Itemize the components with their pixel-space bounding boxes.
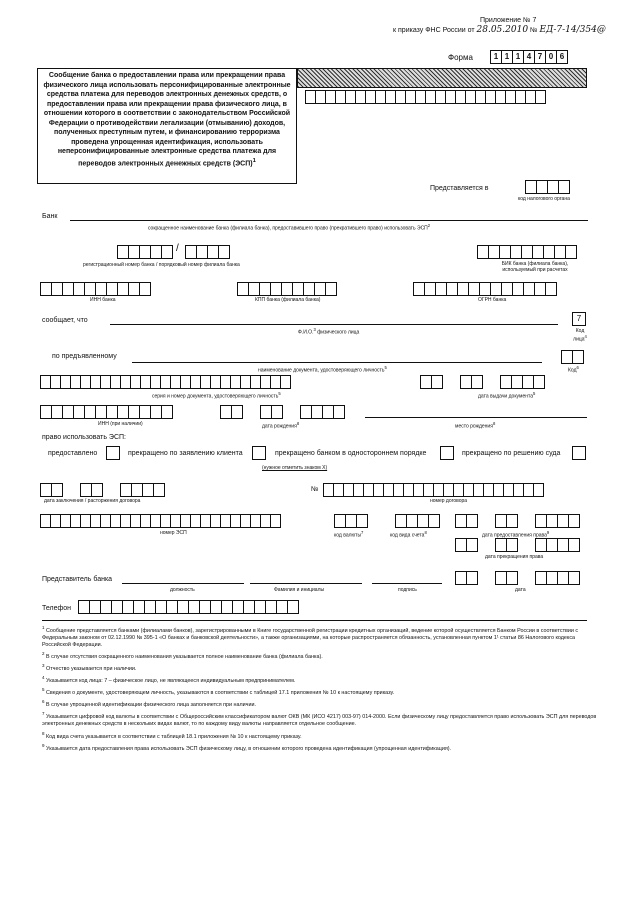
input-cell[interactable] xyxy=(568,514,580,528)
order-date: 28.05.2010 xyxy=(476,25,529,35)
rep-name-hint: Фамилия и инициалы xyxy=(274,587,325,593)
footnote-number: 2 xyxy=(42,651,45,657)
currency-code-hint-text: код валюты xyxy=(334,532,362,539)
input-cell[interactable] xyxy=(161,245,173,259)
option-stopped-client-label: прекращено по заявлению клиента xyxy=(128,450,243,457)
input-cell[interactable] xyxy=(506,571,518,585)
tax-org-code-cells[interactable] xyxy=(525,180,569,194)
inn-bank-cells[interactable] xyxy=(40,282,150,296)
footnote-text: Указывается код лица: 7 – физическое лицо, не являющееся индивидуальным предпринимателем. xyxy=(44,678,296,685)
inn-person-hint: ИНН (при наличии) xyxy=(98,421,143,427)
doc-date-footnote-ref: 5 xyxy=(533,391,536,396)
doc-date-year[interactable] xyxy=(500,375,544,389)
form-code-digit: 0 xyxy=(545,50,557,64)
option-granted-checkbox[interactable] xyxy=(106,446,120,460)
input-cell[interactable] xyxy=(51,483,63,497)
footnote-text: В случае упрощенной идентификации физического лица заполняется при наличии. xyxy=(44,702,256,709)
fio-line[interactable] xyxy=(110,324,558,325)
footnote-number: 8 xyxy=(42,730,45,736)
doc-series-hint xyxy=(152,391,281,400)
account-type-cells[interactable] xyxy=(395,514,439,528)
contract-number-hint: номер договора xyxy=(430,498,468,504)
input-cell[interactable] xyxy=(466,514,478,528)
birth-place-hint xyxy=(455,421,495,430)
bank-name-footnote-ref: 2 xyxy=(427,223,431,228)
input-cell[interactable] xyxy=(333,405,345,419)
order-reference xyxy=(393,26,606,35)
appendix-label: Приложение № 7 xyxy=(480,17,537,24)
input-cell[interactable] xyxy=(466,538,478,552)
fio-hint xyxy=(298,327,359,336)
option-stopped-court-checkbox[interactable] xyxy=(572,446,586,460)
title-text: Сообщение банка о предоставлении права или прекращении права физического лица использовать персонифицированные электронные средства платежа для переводов электронных денежных средств, о предоставлении права или прекращении права физического лица, в отношении которого в соответствии с законодательством Российской Федерации о противодействии легализации (отмыванию) доходов, полученных преступным путем, и финансированию терроризма проведена упрощенная идентификация, использовать неперсонифицированные электронные средства платежа для переводов электронных денежных средств (ЭСП) xyxy=(43,72,291,167)
input-cell[interactable] xyxy=(153,483,165,497)
input-cell[interactable] xyxy=(533,375,545,389)
doc-code-hint-text: Код xyxy=(568,367,577,374)
rep-label: Представитель банка xyxy=(42,576,113,583)
input-cell[interactable] xyxy=(270,514,281,528)
right-stop-date-hint: дата прекращения права xyxy=(485,554,544,560)
doc-series-hint-text: серия и номер документа, удостоверяющего личность xyxy=(152,393,279,400)
form-code-digit: 1 xyxy=(501,50,513,64)
input-cell[interactable] xyxy=(533,483,544,497)
right-label: право использовать ЭСП: xyxy=(42,434,126,441)
contract-date-month[interactable] xyxy=(80,483,102,497)
rep-date-day[interactable] xyxy=(455,571,477,585)
form-code-digit: 4 xyxy=(523,50,535,64)
input-cell[interactable] xyxy=(535,90,546,104)
inn-person-cells[interactable] xyxy=(40,405,172,419)
footnote xyxy=(42,742,602,753)
footnote-number: 1 xyxy=(42,625,45,630)
reg-number-cells[interactable] xyxy=(117,245,172,259)
esp-number-cells[interactable] xyxy=(40,514,280,528)
presented-label: по предъявленному xyxy=(52,353,117,360)
input-cell[interactable] xyxy=(506,538,518,552)
order-number: ЕД-7-14/354@ xyxy=(539,25,606,35)
right-grant-day[interactable] xyxy=(455,514,477,528)
birth-date-hint xyxy=(262,421,299,430)
input-cell[interactable] xyxy=(565,245,577,259)
doc-date-hint-text: дата выдачи документа xyxy=(478,393,533,400)
input-cell[interactable] xyxy=(356,514,368,528)
birth-date-day[interactable] xyxy=(220,405,242,419)
contract-date-hint: дата заключения / расторжения договора xyxy=(44,498,141,504)
footnote-text: В случае отсутствия сокращенного наименования указывается полное наименование банка (филиала банка). xyxy=(44,654,323,661)
input-cell[interactable] xyxy=(161,405,173,419)
birth-place-hint-text: место рождения xyxy=(455,423,493,430)
account-type-footnote-ref: 8 xyxy=(424,530,427,535)
footnote xyxy=(42,710,602,728)
doc-name-hint-text: наименование документа, удостоверяющего личность xyxy=(258,367,385,374)
footnote-number: 4 xyxy=(42,675,45,681)
footnote xyxy=(42,662,602,673)
bik-cells[interactable] xyxy=(477,245,576,259)
doc-name-line[interactable] xyxy=(132,362,542,363)
option-granted-label: предоставлено xyxy=(48,450,98,457)
currency-code-footnote-ref: 7 xyxy=(361,530,364,535)
ogrn-bank-hint: ОГРН банка xyxy=(478,297,507,303)
birth-date-year[interactable] xyxy=(300,405,344,419)
footnote-number: 6 xyxy=(42,699,45,705)
option-stopped-bank-label: прекращено банком в одностороннем порядке xyxy=(275,450,427,457)
person-code-hint xyxy=(569,328,591,343)
footnote-number: 9 xyxy=(42,742,45,748)
birth-date-month[interactable] xyxy=(260,405,282,419)
footnote xyxy=(42,674,602,685)
input-cell[interactable] xyxy=(568,571,580,585)
footnote xyxy=(42,650,602,661)
esp-number-hint: номер ЭСП xyxy=(160,530,187,536)
right-stop-day[interactable] xyxy=(455,538,477,552)
input-cell[interactable] xyxy=(139,282,151,296)
doc-name-footnote-ref: 5 xyxy=(384,365,387,370)
rep-date-hint: дата xyxy=(515,587,526,593)
fio-footnote-ref: 3 xyxy=(313,327,316,332)
birth-date-hint-text: дата рождения xyxy=(262,423,297,430)
input-cell[interactable] xyxy=(545,282,557,296)
input-cell[interactable] xyxy=(558,180,570,194)
bank-name-hint xyxy=(148,223,430,232)
input-cell[interactable] xyxy=(431,375,443,389)
footnote-text: Указывается дата предоставления права использовать ЭСП физическому лицу, в отношении которого проведена идентификация (упрощенная идентификация). xyxy=(44,745,452,752)
input-cell[interactable] xyxy=(428,514,440,528)
currency-code-hint xyxy=(334,530,363,539)
input-cell[interactable] xyxy=(466,571,478,585)
reports-that-label: сообщает, что xyxy=(42,317,88,324)
contract-number-cells[interactable] xyxy=(323,483,543,497)
footnote xyxy=(42,624,602,649)
reg-slash: / xyxy=(176,243,179,254)
right-grant-year[interactable] xyxy=(535,514,579,528)
doc-date-day[interactable] xyxy=(420,375,442,389)
form-code-digit: 7 xyxy=(534,50,546,64)
footnote-text: Код вида счета указывается в соответствии с таблицей 18.1 приложения № 10 к настоящему приказу. xyxy=(44,733,302,740)
form-label: Форма xyxy=(448,53,473,62)
footnote-text: Сообщение представляется банками (филиалами банков), зарегистрированными в Книге государственной регистрации кредитных организаций, ведение которой осуществляется Банком России в соответствии с Федеральным законом от 02.12.1990 № 395-1 «О банках и банковской деятельности», а также организациями, на которые распространяется обязанность, установленная пунктом 1¹ статьи 86 Налогового кодекса Российской Федерации. xyxy=(42,627,579,649)
account-type-hint xyxy=(390,530,427,539)
rep-date-month[interactable] xyxy=(495,571,517,585)
currency-code-cells[interactable] xyxy=(334,514,367,528)
doc-code-footnote-ref: 6 xyxy=(576,365,579,370)
bik-hint: БИК банка (филиала банка), используемый при расчетах xyxy=(501,261,569,273)
footnote xyxy=(42,698,602,709)
input-cell[interactable] xyxy=(91,483,103,497)
rep-date-year[interactable] xyxy=(535,571,579,585)
order-prefix: к приказу ФНС России от xyxy=(393,27,475,34)
footnotes xyxy=(42,624,602,754)
contract-no-prefix: № xyxy=(311,486,319,493)
input-cell[interactable] xyxy=(218,245,230,259)
input-cell[interactable] xyxy=(325,282,337,296)
footnote-text: Сведения о документе, удостоверяющем личность, указываются в соответствии с таблицей 17.1 приложения № 10 к настоящему приказу. xyxy=(44,690,395,697)
input-cell[interactable] xyxy=(287,600,299,614)
input-cell[interactable] xyxy=(568,538,580,552)
rep-position-line[interactable] xyxy=(122,583,244,584)
branch-number-cells[interactable] xyxy=(185,245,229,259)
input-cell[interactable] xyxy=(280,375,291,389)
order-no-prefix: № xyxy=(530,27,538,34)
rep-position-hint: должность xyxy=(170,587,195,593)
doc-date-month[interactable] xyxy=(460,375,482,389)
footnote-divider xyxy=(42,620,587,621)
bank-name-line[interactable] xyxy=(70,220,588,221)
person-code-footnote-ref: 4 xyxy=(584,334,587,339)
input-cell[interactable] xyxy=(506,514,518,528)
mark-hint: (нужное отметить знаком Х) xyxy=(262,465,328,471)
form-code-cells xyxy=(490,50,567,64)
submitted-to-label: Представляется в xyxy=(430,185,489,192)
doc-name-hint xyxy=(258,365,387,374)
form-code-digit: 6 xyxy=(556,50,568,64)
contract-date-day[interactable] xyxy=(40,483,62,497)
option-stopped-court-label: прекращено по решению суда xyxy=(462,450,561,457)
phone-cells[interactable] xyxy=(78,600,298,614)
input-cell[interactable] xyxy=(471,375,483,389)
document-title xyxy=(40,71,294,168)
doc-code-hint xyxy=(568,365,579,374)
person-code-hint-text: Код лица xyxy=(573,328,585,343)
footnote-number: 5 xyxy=(42,687,45,693)
birth-place-line[interactable] xyxy=(365,417,587,418)
footnote xyxy=(42,730,602,741)
header-cells xyxy=(305,90,545,104)
footnote-number: 7 xyxy=(42,711,45,717)
right-grant-month[interactable] xyxy=(495,514,517,528)
account-type-hint-text: код вида счета xyxy=(390,532,425,539)
right-stop-year[interactable] xyxy=(535,538,579,552)
doc-date-hint xyxy=(478,391,535,400)
doc-series-footnote-ref: 5 xyxy=(278,391,281,396)
title-footnote-ref: 1 xyxy=(252,157,256,164)
rep-sign-hint: подпись xyxy=(398,587,417,593)
fio-hint-text: Ф.И.О. xyxy=(298,329,314,336)
person-code-cell[interactable]: 7 xyxy=(572,312,586,326)
form-code-digit: 1 xyxy=(490,50,502,64)
rep-sign-line[interactable] xyxy=(372,583,442,584)
doc-series-cells[interactable] xyxy=(40,375,290,389)
inn-bank-hint: ИНН банка xyxy=(90,297,116,303)
option-stopped-client-checkbox[interactable] xyxy=(252,446,266,460)
right-grant-date-footnote-ref: 9 xyxy=(546,530,550,535)
birth-place-footnote-ref: 8 xyxy=(492,421,496,426)
footnote-text: Указывается цифровой код валюты в соответствии с Общероссийским классификатором валют ОКВ (МК (ИСО 4217) 003-97) 014-2000. Если физическому лицу предоставляется право использовать ЭСП для переводов электронных денежных средств в нескольких видах валют, то по каждому виду валюты направляется отдельное сообщение. xyxy=(42,714,597,728)
ogrn-bank-cells[interactable] xyxy=(413,282,556,296)
rep-name-line[interactable] xyxy=(250,583,362,584)
form-code-digit: 1 xyxy=(512,50,524,64)
input-cell[interactable] xyxy=(271,405,283,419)
input-cell[interactable] xyxy=(572,350,584,364)
option-stopped-bank-checkbox[interactable] xyxy=(440,446,454,460)
doc-code-cells[interactable] xyxy=(561,350,583,364)
footnote-text: Отчество указывается при наличии. xyxy=(44,666,137,673)
phone-label: Телефон xyxy=(42,605,72,612)
input-cell[interactable] xyxy=(231,405,243,419)
reg-number-hint: регистрационный номер банка / порядковый номер филиала банка xyxy=(83,262,240,268)
fio-hint-tail: физического лица xyxy=(317,329,360,336)
tax-org-code-hint: код налогового органа xyxy=(518,196,570,202)
kpp-bank-cells[interactable] xyxy=(237,282,336,296)
right-stop-month[interactable] xyxy=(495,538,517,552)
contract-date-year[interactable] xyxy=(120,483,164,497)
footnote xyxy=(42,686,602,697)
service-strip xyxy=(297,68,587,88)
birth-date-footnote-ref: 8 xyxy=(296,421,300,426)
footnote-number: 3 xyxy=(42,663,45,669)
kpp-bank-hint: КПП банка (филиала банка) xyxy=(255,297,321,303)
right-grant-date-hint-text: дата предоставления права xyxy=(482,532,547,539)
bank-label: Банк xyxy=(42,213,58,220)
bank-name-hint-text: сокращенное наименование банка (филиала банка), предоставившего право (прекратившего право) использовать ЭСП xyxy=(148,225,428,232)
